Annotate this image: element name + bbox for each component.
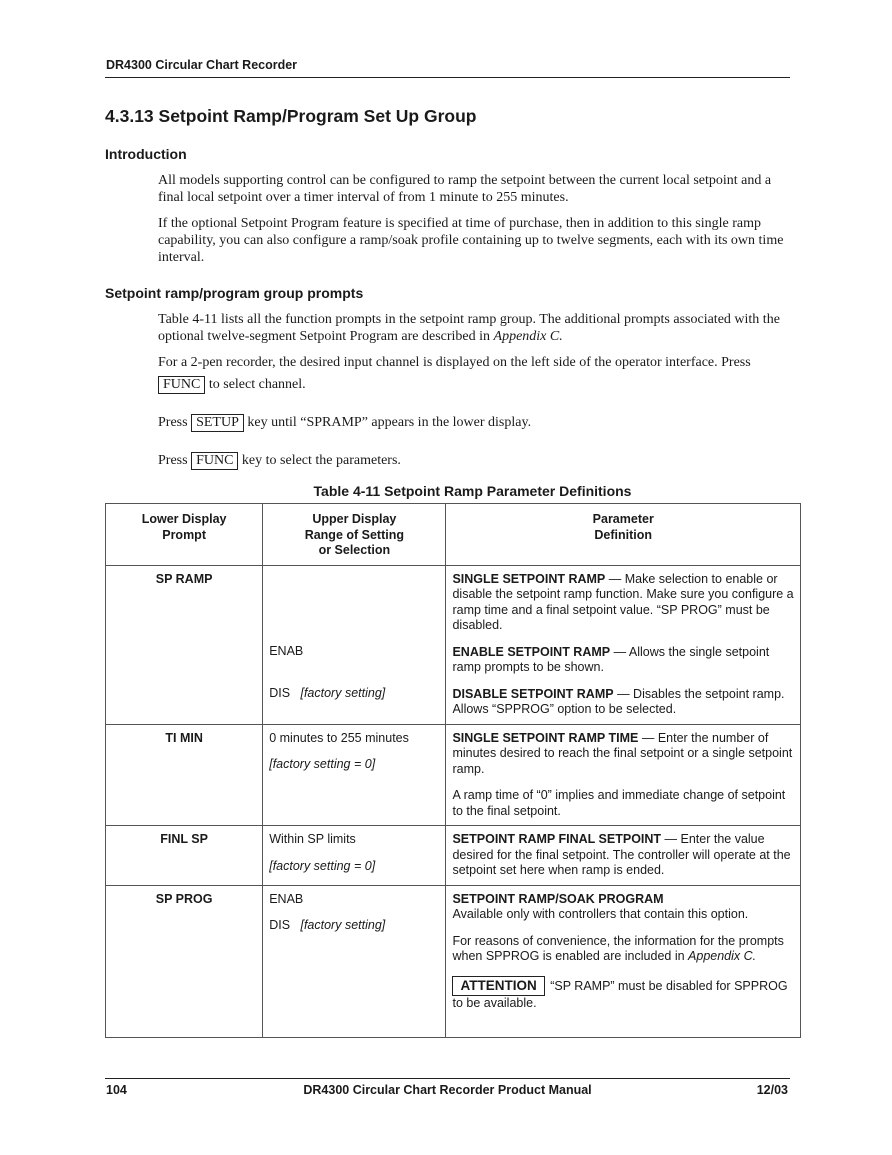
- appendix-c-reference: Appendix C.: [493, 329, 563, 344]
- header-lower-display: [106, 504, 263, 566]
- definition-text: — Make selection to enable or disable the setpoint ramp function. Make sure you configure a ramp time and a final setpoint value. “SP PROG” must be disabled.: [452, 571, 794, 632]
- range-cell: [263, 885, 446, 1037]
- table-row: [106, 724, 801, 826]
- definition-title: SETPOINT RAMP/SOAK PROGRAM: [452, 891, 664, 906]
- func-key-line: [158, 376, 790, 394]
- factory-setting: [factory setting = 0]: [269, 757, 376, 771]
- definition-paragraph: [452, 892, 794, 923]
- prompts-paragraph-1: [158, 311, 790, 345]
- appendix-c-reference: Appendix C.: [688, 949, 757, 963]
- dis-option: [269, 686, 439, 702]
- page-number: 104: [106, 1083, 127, 1097]
- header-text: Prompt: [162, 527, 206, 542]
- definition-cell: [446, 826, 801, 886]
- enab-option: ENAB: [269, 643, 304, 658]
- footer-manual-title: DR4300 Circular Chart Recorder Product Manual: [303, 1083, 592, 1097]
- header-text: Upper Display: [312, 512, 397, 526]
- prompt-cell: TI MIN: [106, 724, 263, 826]
- prompts-heading: Setpoint ramp/program group prompts: [105, 285, 364, 301]
- setup-key-line: [158, 414, 790, 432]
- section-title: 4.3.13 Setpoint Ramp/Program Set Up Group: [105, 106, 477, 126]
- definition-paragraph: [452, 731, 794, 778]
- definition-paragraph: [452, 687, 794, 718]
- attention-text: “SP RAMP” must be disabled for SPPROG to be available.: [452, 978, 788, 1010]
- range-cell: [263, 724, 446, 826]
- table-caption: Table 4-11 Setpoint Ramp Parameter Definitions: [313, 483, 632, 499]
- definition-cell: [446, 565, 801, 724]
- setup-key-line-text: key until “SPRAMP” appears in the lower display.: [247, 415, 532, 430]
- footer-date: 12/03: [756, 1083, 788, 1097]
- parameter-table: [105, 503, 801, 1038]
- range-cell: [263, 565, 446, 724]
- attention-box: ATTENTION: [452, 976, 544, 996]
- running-header: DR4300 Circular Chart Recorder: [106, 58, 298, 72]
- definition-cell: [446, 885, 801, 1037]
- range-value: Within SP limits: [269, 832, 356, 846]
- prompt-cell: FINL SP: [106, 826, 263, 886]
- func-key-2: FUNC: [191, 452, 238, 470]
- header-text: Lower Display: [141, 512, 227, 526]
- definition-paragraph: [452, 832, 794, 879]
- definition-text: — Allows the single setpoint ramp prompts to be shown.: [452, 644, 770, 674]
- definition-paragraph: [452, 934, 794, 965]
- dis-label: DIS: [269, 918, 291, 932]
- table-header-row: [106, 504, 801, 566]
- func-key-line-text: to select channel.: [208, 377, 306, 392]
- header-text: Definition: [594, 527, 653, 542]
- definition-text: — Enter the number of minutes desired to reach the final setpoint or a single setpoint ramp.: [452, 730, 793, 776]
- table-row: [106, 565, 801, 724]
- press-word: Press: [158, 415, 188, 430]
- definition-cell: [446, 724, 801, 826]
- definition-text: Available only with controllers that contain this option.: [452, 907, 749, 921]
- definition-title: SINGLE SETPOINT RAMP TIME: [452, 730, 639, 745]
- definition-title: DISABLE SETPOINT RAMP: [452, 686, 614, 701]
- definition-text: — Disables the setpoint ramp. Allows “SPPROG” option to be selected.: [452, 686, 785, 716]
- definition-paragraph: [452, 572, 794, 634]
- dis-option: [269, 918, 439, 934]
- definition-text: — Enter the value desired for the final setpoint. The controller will operate at the setpoint set here when ramp is ended.: [452, 832, 791, 877]
- definition-title: SETPOINT RAMP FINAL SETPOINT: [452, 832, 662, 846]
- factory-setting: [factory setting = 0]: [269, 858, 376, 873]
- header-parameter-definition: [446, 504, 801, 566]
- prompts-paragraph-1-text: Table 4-11 lists all the function prompts in the setpoint ramp group. The additional prompts associated with the optional twelve-segment Setpoint Program are described in: [158, 312, 780, 344]
- func-key-line-2-text: key to select the parameters.: [241, 453, 401, 468]
- range-value: 0 minutes to 255 minutes: [269, 730, 409, 745]
- definition-title: ENABLE SETPOINT RAMP: [452, 644, 611, 659]
- definition-text: For reasons of convenience, the information for the prompts when SPPROG is enabled are included in: [452, 933, 784, 963]
- definition-title: SINGLE SETPOINT RAMP: [452, 571, 606, 586]
- header-text: Parameter: [592, 512, 654, 526]
- definition-paragraph: A ramp time of “0” implies and immediate change of setpoint to the final setpoint.: [452, 788, 786, 818]
- press-word-2: Press: [158, 453, 188, 468]
- footer-rule: [105, 1078, 790, 1079]
- definition-paragraph: [452, 645, 794, 676]
- attention-note: [452, 976, 794, 1012]
- header-upper-display: [263, 504, 446, 566]
- header-text: Range of Setting: [304, 527, 404, 542]
- table-row: [106, 826, 801, 886]
- intro-paragraph-2: If the optional Setpoint Program feature is specified at time of purchase, then in addition to this single ramp capability, you can also configure a ramp/soak profile containing up to twelve segments, each with its own time interval.: [158, 216, 784, 265]
- prompt-cell: SP RAMP: [106, 565, 263, 724]
- setup-key: SETUP: [191, 414, 244, 432]
- prompt-cell: SP PROG: [106, 885, 263, 1037]
- factory-setting: [factory setting]: [300, 918, 386, 932]
- header-rule: [105, 77, 790, 78]
- enab-option: ENAB: [269, 891, 304, 906]
- intro-heading: Introduction: [105, 146, 187, 162]
- intro-paragraph-1: All models supporting control can be configured to ramp the setpoint between the current local setpoint and a final local setpoint over a timer interval of from 1 minute to 255 minutes.: [158, 173, 772, 205]
- func-key-line-2: [158, 452, 790, 470]
- factory-setting: [factory setting]: [300, 686, 386, 700]
- table-row: [106, 885, 801, 1037]
- prompts-paragraph-2: For a 2-pen recorder, the desired input channel is displayed on the left side of the operator interface. Press: [158, 355, 751, 370]
- dis-label: DIS: [269, 686, 291, 700]
- header-text: or Selection: [318, 543, 391, 557]
- range-cell: [263, 826, 446, 886]
- func-key: FUNC: [158, 376, 205, 394]
